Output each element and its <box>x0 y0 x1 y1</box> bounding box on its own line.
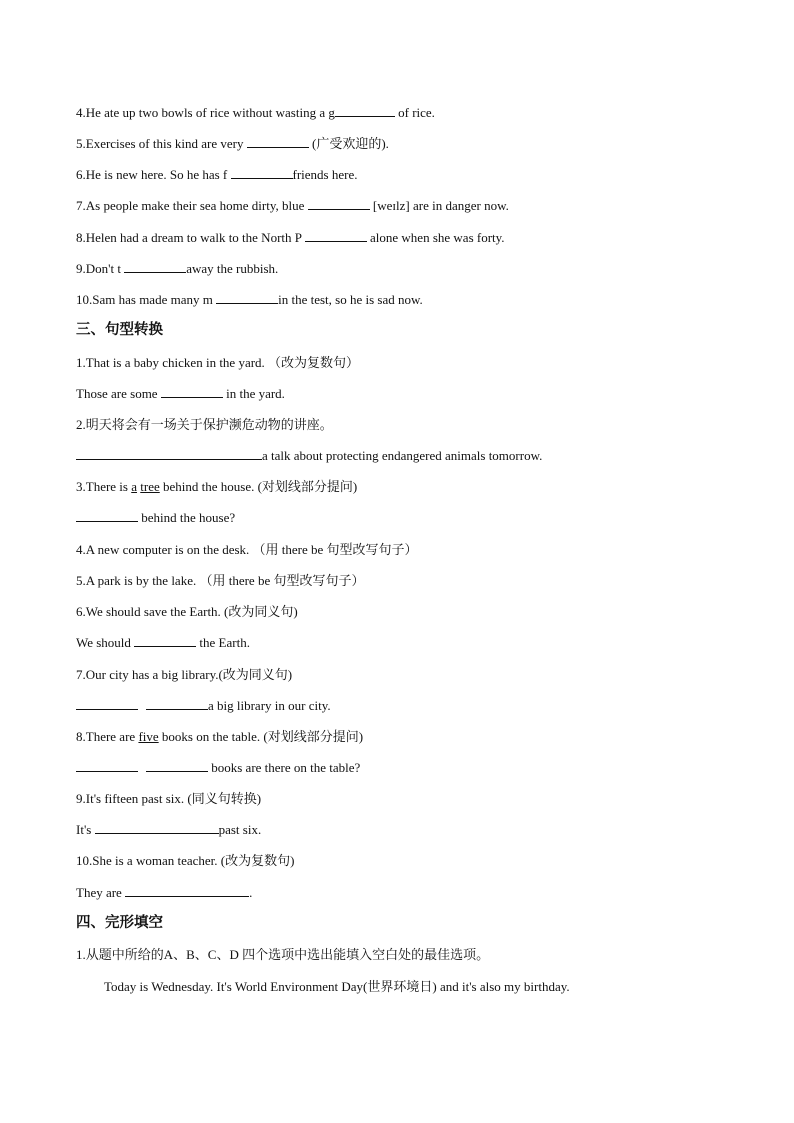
answer-blank[interactable] <box>247 135 309 148</box>
underlined-word: five <box>138 729 159 744</box>
answer-blank[interactable] <box>125 884 249 897</box>
s2-q7-pre: 7.As people make their sea home dirty, blue <box>76 198 308 213</box>
s3-q10-answer-pre: They are <box>76 885 126 900</box>
answer-blank[interactable] <box>76 509 138 522</box>
s2-q4 <box>76 104 435 122</box>
s3-q6-answer-pre: We should <box>76 635 135 650</box>
s2-q10-pre: 10.Sam has made many m <box>76 292 217 307</box>
section4-heading: 四、完形填空 <box>76 915 163 931</box>
s2-q9-post: away the rubbish. <box>186 261 279 276</box>
s3-q8 <box>76 728 363 746</box>
s2-q6 <box>76 166 357 184</box>
underlined-word: a <box>131 479 138 494</box>
s2-q9 <box>76 260 278 278</box>
answer-blank[interactable] <box>134 634 196 647</box>
s3-q1: 1.That is a baby chicken in the yard. （改为复数句） <box>76 355 360 370</box>
answer-blank[interactable] <box>76 447 262 460</box>
s3-q1-answer <box>76 385 285 403</box>
answer-blank[interactable] <box>146 697 208 710</box>
underlined-word: tree <box>140 479 160 494</box>
answer-blank[interactable] <box>76 759 138 772</box>
answer-blank[interactable] <box>308 197 370 210</box>
s3-q3-post: behind the house. (对划线部分提问) <box>159 479 358 494</box>
s2-q4-post: of rice. <box>394 105 435 120</box>
s4-instruction: 1.从题中所给的A、B、C、D 四个选项中选出能填入空白处的最佳选项。 <box>76 947 490 962</box>
s3-q6: 6.We should save the Earth. (改为同义句) <box>76 604 298 619</box>
s2-q7-post: [weɪlz] are in danger now. <box>369 198 509 213</box>
s2-q4-pre: 4.He ate up two bowls of rice without wasting a g <box>76 105 335 120</box>
s2-q6-pre: 6.He is new here. So he has f <box>76 167 231 182</box>
s2-q10 <box>76 291 423 309</box>
s3-q8-answer <box>76 759 360 777</box>
s3-q2: 2.明天将会有一场关于保护濒危动物的讲座。 <box>76 417 333 432</box>
answer-blank[interactable] <box>231 166 293 179</box>
s3-q2-answer <box>76 447 542 465</box>
s3-q9-answer <box>76 821 261 839</box>
answer-blank[interactable] <box>146 759 208 772</box>
s3-q3-answer <box>76 509 235 527</box>
s2-q10-post: in the test, so he is sad now. <box>278 292 423 307</box>
s3-q10: 10.She is a woman teacher. (改为复数句) <box>76 853 295 868</box>
s3-q3 <box>76 478 357 496</box>
s2-q6-post: friends here. <box>292 167 358 182</box>
s3-q9-answer-post: past six. <box>218 822 262 837</box>
answer-blank[interactable] <box>124 260 186 273</box>
answer-blank[interactable] <box>305 229 367 242</box>
s3-q9: 9.It's fifteen past six. (同义句转换) <box>76 791 262 806</box>
s3-q7-answer-post: a big library in our city. <box>208 698 331 713</box>
s3-q4: 4.A new computer is on the desk. （用 there be 句型改写句子） <box>76 542 418 557</box>
s3-q8-answer-post: books are there on the table? <box>208 760 361 775</box>
s2-q5-pre: 5.Exercises of this kind are very <box>76 136 247 151</box>
s3-q10-answer <box>76 884 252 902</box>
answer-blank[interactable] <box>95 821 219 834</box>
answer-blank[interactable] <box>161 385 223 398</box>
s3-q7-answer <box>76 697 331 715</box>
s3-q1-answer-post: in the yard. <box>222 386 285 401</box>
s3-q8-post: books on the table. (对划线部分提问) <box>158 729 364 744</box>
s3-q1-answer-pre: Those are some <box>76 386 161 401</box>
s2-q8 <box>76 229 505 247</box>
s3-q9-answer-pre: It's <box>76 822 95 837</box>
s2-q7 <box>76 197 509 215</box>
answer-blank[interactable] <box>216 291 278 304</box>
s3-q3-pre: 3.There is <box>76 479 132 494</box>
s3-q2-answer-post: a talk about protecting endangered animals tomorrow. <box>262 448 543 463</box>
s3-q5: 5.A park is by the lake. （用 there be 句型改写句子） <box>76 573 365 588</box>
answer-blank[interactable] <box>335 104 395 117</box>
s3-q10-answer-post: . <box>249 885 253 900</box>
s2-q8-post: alone when she was forty. <box>366 230 505 245</box>
s2-q9-pre: 9.Don't t <box>76 261 125 276</box>
s3-q8-pre: 8.There are <box>76 729 139 744</box>
s2-q8-pre: 8.Helen had a dream to walk to the North P <box>76 230 305 245</box>
s3-q7: 7.Our city has a big library.(改为同义句) <box>76 667 293 682</box>
s4-passage: Today is Wednesday. It's World Environment Day(世界环境日) and it's also my birthday. <box>104 979 570 994</box>
section3-heading: 三、句型转换 <box>76 322 163 338</box>
answer-blank[interactable] <box>76 697 138 710</box>
s3-q3-answer-post: behind the house? <box>138 510 236 525</box>
s3-q6-answer <box>76 634 250 652</box>
s2-q5-post: (广受欢迎的). <box>308 136 389 151</box>
s2-q5 <box>76 135 389 153</box>
s3-q6-answer-post: the Earth. <box>196 635 250 650</box>
